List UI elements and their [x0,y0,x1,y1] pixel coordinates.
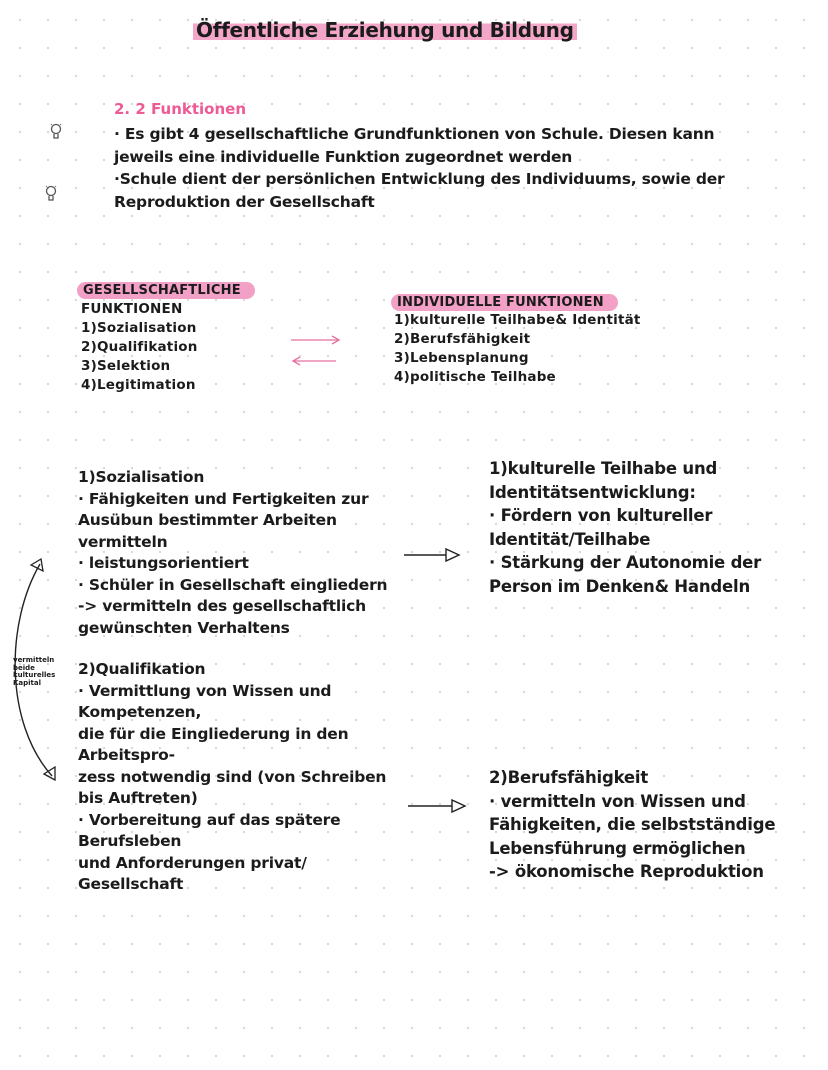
list-item: 4)Legitimation [81,377,196,393]
list-item: 2)Berufsfähigkeit [394,331,531,347]
exchange-arrows-icon [288,330,344,370]
kulturelle-line: Identität/Teilhabe [489,529,651,549]
sozialisation-line: -> vermitteln des gesellschaftlich [78,597,366,615]
individuell-heading: INDIVIDUELLE FUNKTIONEN [391,294,618,311]
list-item: 3)Lebensplanung [394,350,529,366]
qualifikation-line: · Vorbereitung auf das spätere [78,810,341,829]
qualifikation-line: Gesellschaft [78,875,184,893]
gesellschaftlich-heading2: FUNKTIONEN [81,301,183,317]
list-item: 1)kulturelle Teilhabe& Identität [394,312,641,328]
sozialisation-block [78,467,387,639]
right-arrow-icon [406,797,468,815]
beruf-line: -> ökonomische Reproduktion [489,862,764,881]
kulturelle-line: 1)kulturelle Teilhabe und [489,459,718,478]
gesellschaftlich-list [81,300,255,395]
right-arrow-icon [402,546,462,564]
intro-line: · Es gibt 4 gesellschaftliche Grundfunktionen von Schule. Diesen kann [114,125,715,143]
beruf-line: Fähigkeiten, die selbstständige [489,815,776,834]
list-item: 2)Qualifikation [81,339,198,355]
beruf-line: · vermitteln von Wissen und [489,791,746,811]
beruf-block [489,766,775,884]
individuell-list [394,311,641,387]
side-note-line: kulturelles [13,671,56,679]
intro-line: Reproduktion der Gesellschaft [114,192,375,211]
page-title-text: Öffentliche Erziehung und Bildung [193,18,577,42]
sozialisation-line: gewünschten Verhaltens [78,618,290,637]
qualifikation-line: Kompetenzen, [78,703,202,721]
kulturelle-line: Identitätsentwicklung: [489,482,696,502]
qualifikation-line: und Anforderungen privat/ [78,853,307,872]
beruf-line: Lebensführung ermöglichen [489,838,746,858]
intro-line: jeweils eine individuelle Funktion zugeordnet werden [114,147,573,166]
list-item: 3)Selektion [81,358,171,374]
qualifikation-line: 2)Qualifikation [78,660,206,678]
qualifikation-line: Berufsleben [78,832,182,850]
side-note-line: vermitteln [13,656,55,664]
sozialisation-line: · leistungsorientiert [78,554,249,572]
list-item: 4)politische Teilhabe [394,369,556,385]
sozialisation-line: vermitteln [78,532,168,551]
gesellschaftlich-heading: GESELLSCHAFTLICHE [77,282,255,299]
sozialisation-line: · Schüler in Gesellschaft eingliedern [78,575,388,594]
side-note-line: Kapital [13,678,42,687]
beruf-line: 2)Berufsfähigkeit [489,768,649,787]
side-note [13,656,56,687]
qualifikation-line: zess notwendig sind (von Schreiben [78,767,387,786]
sozialisation-line: · Fähigkeiten und Fertigkeiten zur [78,489,369,508]
section-intro [114,123,804,213]
kulturelle-line: Person im Denken& Handeln [489,576,750,596]
qualifikation-block [78,659,386,896]
gesellschaftliche-block [77,279,255,395]
lightbulb-icon [49,122,63,146]
section-heading: 2. 2 Funktionen [114,100,246,118]
kulturelle-line: · Stärkung der Autonomie der [489,553,762,572]
lightbulb-icon [44,184,58,208]
qualifikation-line: bis Auftreten) [78,789,198,807]
qualifikation-line: · Vermittlung von Wissen und [78,681,332,700]
qualifikation-line: die für die Eingliederung in den [78,724,349,743]
intro-line: ·Schule dient der persönlichen Entwicklung des Individuums, sowie der [114,170,725,188]
sozialisation-line: Ausübun bestimmter Arbeiten [78,511,337,529]
qualifikation-line: Arbeitspro- [78,746,175,764]
kulturelle-line: · Fördern von kultureller [489,506,713,525]
sozialisation-line: 1)Sozialisation [78,468,205,486]
page-title [193,18,577,42]
side-note-line: beide [13,663,35,672]
list-item: 1)Sozialisation [81,320,197,336]
individuelle-block [391,291,641,387]
kulturelle-block [489,457,761,598]
